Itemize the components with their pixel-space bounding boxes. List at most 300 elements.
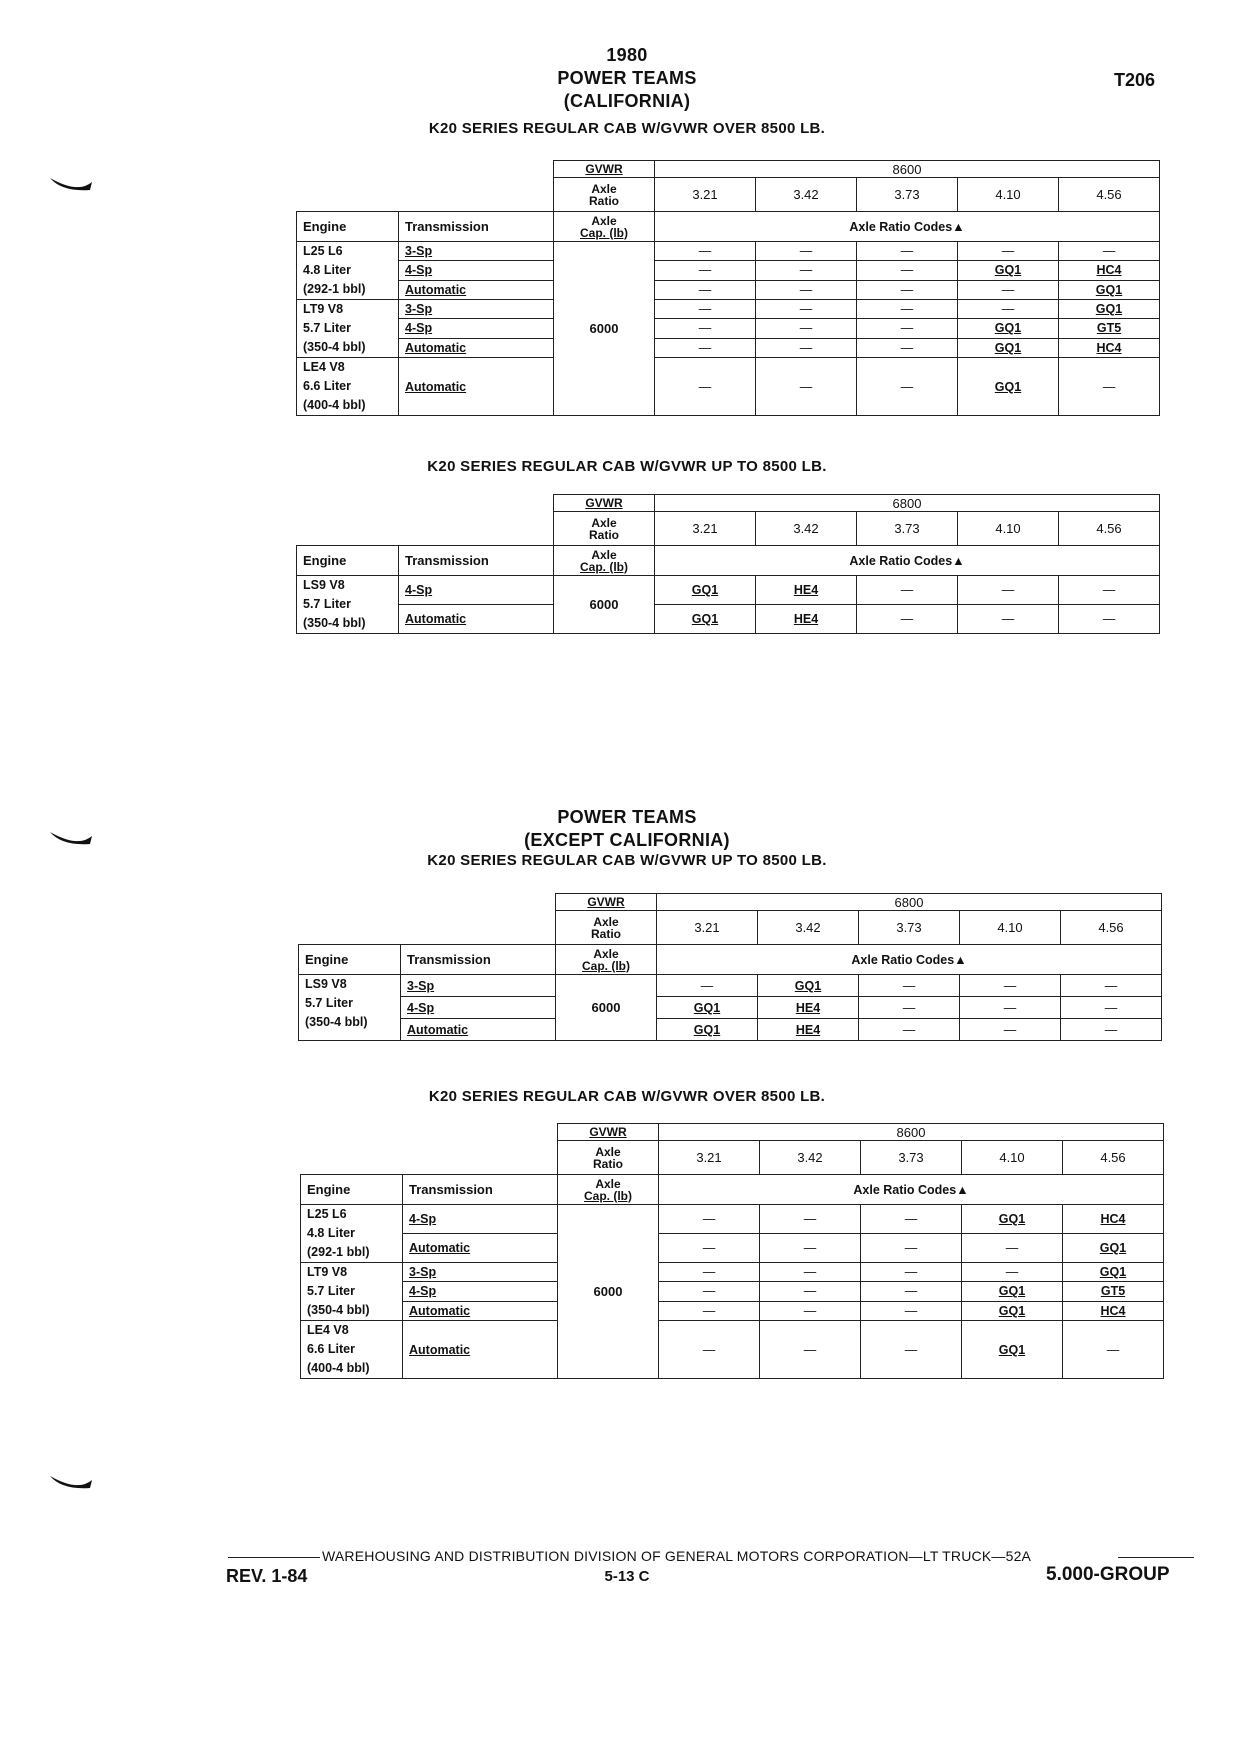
axle-ratio-text: 3.21 (692, 521, 718, 536)
blank-cell (297, 161, 399, 178)
gvwr-value-text: 8600 (892, 161, 922, 177)
axle-code-cell (1059, 319, 1160, 338)
axle-ratio-value (657, 911, 758, 945)
axle-code-cell (861, 1282, 962, 1301)
power-team-row (301, 1301, 1164, 1320)
footer-group: 5.000-GROUP (1046, 1564, 1170, 1585)
axle-code-cell (861, 1301, 962, 1320)
axle-code-cell (857, 242, 958, 261)
axle-code: GQ1 (691, 583, 719, 597)
power-team-table (296, 494, 1160, 634)
axle-code-cell (655, 261, 756, 280)
axle-ratio-text: 3.21 (692, 187, 718, 202)
axle-ratio-text: 4.10 (995, 187, 1021, 202)
transmission-header-text: Transmission (409, 1182, 493, 1197)
axle-ratio-label (556, 911, 657, 945)
transmission-text: Automatic (409, 1241, 471, 1255)
axle-code-cell (1063, 1263, 1164, 1282)
dash-mark: — (803, 1342, 817, 1357)
dash-mark: — (902, 978, 916, 993)
axle-ratio-value (756, 178, 857, 212)
dash-mark: — (900, 263, 914, 278)
axle-ratio-row (297, 512, 1160, 546)
axle-ratio-text: 4.56 (1100, 1150, 1126, 1165)
axle-ratio-row (301, 1141, 1164, 1175)
axle-ratio-label (558, 1141, 659, 1175)
gvwr-row (299, 894, 1162, 911)
axle-cap-cell (554, 242, 655, 416)
table-title: K20 SERIES REGULAR CAB W/GVWR UP TO 8500 LB. (427, 458, 827, 475)
axle-ratio-value (760, 1141, 861, 1175)
axle-ratio-label (554, 178, 655, 212)
axle-ratio-value (857, 512, 958, 546)
transmission-header (399, 546, 554, 576)
axle-code-cell (962, 1234, 1063, 1263)
transmission-cell (403, 1301, 558, 1320)
column-header-row (299, 945, 1162, 975)
gvwr-value-text: 6800 (894, 894, 924, 910)
axle-cap-label-2: Cap. (lb) (580, 225, 628, 240)
axle-cap-label-2: Cap. (lb) (580, 559, 628, 574)
engine-line: 5.7 Liter (307, 1284, 355, 1298)
transmission-cell (401, 997, 556, 1019)
axle-code: GQ1 (794, 978, 822, 993)
dash-mark: — (702, 1265, 716, 1280)
engine-line: 6.6 Liter (303, 379, 351, 393)
axle-code-cell (655, 300, 756, 319)
axle-ratio-label-1: Axle (591, 515, 617, 530)
transmission-header (403, 1175, 558, 1205)
axle-code-cell (659, 1234, 760, 1263)
dash-mark: — (1106, 1342, 1120, 1357)
axle-cap-value: 6000 (589, 597, 619, 612)
engine-line: (400-4 bbl) (303, 398, 366, 412)
axle-code-cell (958, 576, 1059, 605)
transmission-text: 3-Sp (407, 978, 435, 993)
dash-mark: — (1104, 1000, 1118, 1015)
blank-cell (301, 1141, 403, 1175)
axle-code: GQ1 (1099, 1241, 1127, 1255)
dash-mark: — (702, 1212, 716, 1226)
gvwr-label-text: GVWR (587, 895, 625, 909)
column-header-row (301, 1175, 1164, 1205)
engine-line: (292-1 bbl) (303, 282, 366, 296)
dash-mark: — (1102, 244, 1116, 259)
axle-code-cell (657, 975, 758, 997)
axle-cap-label-2: Cap. (lb) (584, 1188, 632, 1203)
table-title: K20 SERIES REGULAR CAB W/GVWR OVER 8500 LB. (428, 120, 826, 137)
axle-ratio-value (1061, 911, 1162, 945)
engine-header-text: Engine (303, 553, 347, 568)
axle-code: HC4 (1096, 340, 1122, 355)
codes-header-text: Axle Ratio Codes▲ (849, 219, 965, 234)
engine-line: (350-4 bbl) (303, 616, 366, 630)
dash-mark: — (702, 1303, 716, 1318)
transmission-cell (399, 242, 554, 261)
transmission-text: Automatic (409, 1303, 471, 1318)
axle-ratio-text: 3.42 (795, 920, 821, 935)
transmission-header-text: Transmission (407, 952, 491, 967)
axle-cap-label (554, 212, 655, 242)
dash-mark: — (799, 340, 813, 355)
axle-code-cell (758, 997, 859, 1019)
gvwr-row (297, 495, 1160, 512)
axle-code-cell (756, 261, 857, 280)
dash-mark: — (1003, 1000, 1017, 1015)
engine-line: (350-4 bbl) (303, 340, 366, 354)
axle-code-cell (857, 338, 958, 357)
axle-ratio-label-2: Ratio (591, 926, 621, 941)
engine-line: (400-4 bbl) (307, 1361, 370, 1375)
axle-code: GT5 (1096, 321, 1122, 336)
axle-ratio-text: 3.42 (793, 187, 819, 202)
dash-mark: — (799, 244, 813, 259)
gvwr-label (556, 894, 657, 911)
axle-ratio-value (659, 1141, 760, 1175)
gvwr-value (655, 495, 1160, 512)
axle-ratio-value (756, 512, 857, 546)
axle-code-cell (756, 319, 857, 338)
axle-code: GQ1 (1099, 1265, 1127, 1280)
axle-code-cell (756, 300, 857, 319)
axle-code-cell (655, 338, 756, 357)
axle-code-cell (1059, 605, 1160, 634)
page-code: T206 (1114, 70, 1156, 90)
axle-code-cell (1061, 997, 1162, 1019)
gvwr-label-text: GVWR (585, 162, 623, 176)
engine-cell (301, 1263, 403, 1321)
power-team-table (298, 893, 1162, 1041)
transmission-cell (403, 1205, 558, 1234)
dash-mark: — (1102, 379, 1116, 394)
axle-code-cell (958, 338, 1059, 357)
dash-mark: — (803, 1284, 817, 1299)
engine-header-text: Engine (303, 219, 347, 234)
axle-ratio-value (857, 178, 958, 212)
axle-code-cell (859, 975, 960, 997)
axle-code-cell (659, 1205, 760, 1234)
transmission-text: Automatic (409, 1342, 471, 1357)
engine-cell (299, 975, 401, 1041)
axle-code: GQ1 (998, 1284, 1026, 1299)
dash-mark: — (698, 340, 712, 355)
engine-cell (301, 1205, 403, 1263)
engine-line: (350-4 bbl) (307, 1303, 370, 1317)
axle-code-cell (1059, 280, 1160, 299)
axle-cap-label-1: Axle (593, 946, 619, 961)
axle-ratio-row (299, 911, 1162, 945)
gvwr-value (657, 894, 1162, 911)
blank-cell (399, 178, 554, 212)
transmission-cell (399, 280, 554, 299)
dash-mark: — (698, 379, 712, 394)
gvwr-value-text: 6800 (892, 495, 922, 511)
power-team-row (297, 261, 1160, 280)
axle-code: GQ1 (693, 1022, 721, 1037)
axle-ratio-value (958, 512, 1059, 546)
axle-code: HE4 (795, 1000, 821, 1015)
axle-code-cell (1059, 358, 1160, 416)
axle-code-cell (958, 261, 1059, 280)
axle-code: GQ1 (1095, 282, 1123, 297)
axle-cap-cell (558, 1205, 659, 1379)
dash-mark: — (1001, 244, 1015, 259)
axle-code-cell (857, 358, 958, 416)
power-team-row (301, 1263, 1164, 1282)
axle-code: GQ1 (994, 321, 1022, 336)
power-team-row (297, 319, 1160, 338)
axle-code: GQ1 (994, 379, 1022, 394)
axle-code-cell (760, 1234, 861, 1263)
axle-ratio-label-2: Ratio (589, 193, 619, 208)
transmission-text: Automatic (405, 282, 467, 297)
dash-mark: — (799, 321, 813, 336)
axle-cap-value: 6000 (591, 1000, 621, 1015)
engine-header (297, 212, 399, 242)
blank-cell (297, 512, 399, 546)
axle-ratio-text: 3.73 (894, 521, 920, 536)
header-year: 1980 (606, 45, 648, 65)
column-header-row (297, 546, 1160, 576)
dash-mark: — (702, 1284, 716, 1299)
transmission-text: 4-Sp (405, 321, 433, 336)
power-team-row (301, 1282, 1164, 1301)
axle-cap-cell (554, 576, 655, 634)
blank-cell (297, 178, 399, 212)
header-region: (CALIFORNIA) (563, 91, 691, 111)
axle-code-cell (1063, 1205, 1164, 1234)
transmission-cell (399, 605, 554, 634)
dash-mark: — (1003, 978, 1017, 993)
dash-mark: — (900, 282, 914, 297)
engine-cell (297, 300, 399, 358)
engine-line: LE4 V8 (307, 1323, 349, 1337)
dash-mark: — (1001, 612, 1015, 626)
engine-cell (297, 576, 399, 634)
footer-text: WAREHOUSING AND DISTRIBUTION DIVISION OF GENERAL MOTORS CORPORATION—LT TRUCK—52A (322, 1548, 1032, 1564)
power-team-row (299, 997, 1162, 1019)
axle-ratio-text: 3.42 (797, 1150, 823, 1165)
axle-ratio-text: 4.56 (1096, 521, 1122, 536)
blank-cell (401, 911, 556, 945)
dash-mark: — (1005, 1265, 1019, 1280)
blank-cell (299, 894, 401, 911)
axle-code-cell (760, 1301, 861, 1320)
axle-code-cell (760, 1205, 861, 1234)
axle-code: GQ1 (994, 340, 1022, 355)
axle-code-cell (1063, 1234, 1164, 1263)
transmission-cell (399, 261, 554, 280)
axle-code: HC4 (1100, 1303, 1126, 1318)
transmission-cell (401, 1019, 556, 1041)
axle-ratio-value (960, 911, 1061, 945)
transmission-cell (403, 1282, 558, 1301)
dash-mark: — (803, 1212, 817, 1226)
axle-code-cell (756, 338, 857, 357)
power-team-row (297, 605, 1160, 634)
axle-code-cell (960, 997, 1061, 1019)
dash-mark: — (1001, 282, 1015, 297)
power-team-table (300, 1123, 1164, 1379)
axle-code-cell (962, 1282, 1063, 1301)
axle-cap-label (556, 945, 657, 975)
transmission-text: Automatic (405, 340, 467, 355)
axle-ratio-value (1059, 512, 1160, 546)
engine-line: LE4 V8 (303, 360, 345, 374)
gvwr-label (554, 161, 655, 178)
axle-code-cell (857, 576, 958, 605)
axle-ratio-codes-header (655, 212, 1160, 242)
axle-cap-label-1: Axle (591, 213, 617, 228)
transmission-text: 4-Sp (409, 1212, 437, 1226)
axle-code: GQ1 (994, 263, 1022, 278)
engine-line: 5.7 Liter (305, 996, 353, 1010)
axle-code-cell (659, 1282, 760, 1301)
axle-ratio-codes-header (657, 945, 1162, 975)
axle-cap-cell (556, 975, 657, 1041)
transmission-cell (403, 1263, 558, 1282)
page-header (0, 44, 1254, 113)
axle-ratio-value (1059, 178, 1160, 212)
transmission-header (399, 212, 554, 242)
power-team-row (297, 300, 1160, 319)
transmission-text: 4-Sp (407, 1000, 435, 1015)
axle-code-cell (655, 280, 756, 299)
dash-mark: — (1102, 612, 1116, 626)
axle-code-cell (756, 605, 857, 634)
gvwr-value (659, 1124, 1164, 1141)
blank-cell (297, 495, 399, 512)
power-team-row (299, 1019, 1162, 1041)
axle-ratio-value (958, 178, 1059, 212)
axle-code-cell (1061, 975, 1162, 997)
axle-code-cell (857, 300, 958, 319)
dash-mark: — (900, 379, 914, 394)
column-header-row (297, 212, 1160, 242)
axle-code-cell (962, 1321, 1063, 1379)
axle-code-cell (861, 1205, 962, 1234)
axle-code-cell (958, 242, 1059, 261)
axle-code-cell (756, 242, 857, 261)
engine-header-text: Engine (307, 1182, 351, 1197)
axle-code: GQ1 (1095, 302, 1123, 317)
engine-cell (297, 358, 399, 416)
blank-cell (403, 1124, 558, 1141)
footer-revision: REV. 1-84 (226, 1566, 308, 1586)
dash-mark: — (1001, 302, 1015, 317)
codes-header-text: Axle Ratio Codes▲ (849, 553, 965, 568)
dash-mark: — (1104, 978, 1118, 993)
transmission-text: Automatic (405, 612, 467, 626)
gvwr-value-text: 8600 (896, 1124, 926, 1140)
axle-ratio-label-1: Axle (595, 1144, 621, 1159)
axle-code-cell (958, 280, 1059, 299)
engine-line: 6.6 Liter (307, 1342, 355, 1356)
codes-header-text: Axle Ratio Codes▲ (851, 952, 967, 967)
table-title: K20 SERIES REGULAR CAB W/GVWR OVER 8500 LB. (428, 1088, 826, 1105)
dash-mark: — (904, 1284, 918, 1299)
transmission-cell (403, 1234, 558, 1263)
axle-code: HE4 (793, 583, 819, 597)
blank-cell (301, 1124, 403, 1141)
dash-mark: — (900, 244, 914, 259)
axle-code-cell (857, 319, 958, 338)
blank-cell (399, 161, 554, 178)
dash-mark: — (904, 1212, 918, 1226)
dash-mark: — (698, 282, 712, 297)
dash-mark: — (900, 321, 914, 336)
axle-ratio-label (554, 512, 655, 546)
axle-code-cell (958, 319, 1059, 338)
transmission-cell (403, 1321, 558, 1379)
dash-mark: — (1001, 583, 1015, 597)
axle-code-cell (760, 1263, 861, 1282)
axle-code: GQ1 (998, 1303, 1026, 1318)
dash-mark: — (900, 583, 914, 597)
axle-code-cell (655, 242, 756, 261)
axle-code-cell (659, 1321, 760, 1379)
axle-cap-label-1: Axle (591, 547, 617, 562)
axle-cap-label (554, 546, 655, 576)
dash-mark: — (698, 302, 712, 317)
power-team-row (297, 242, 1160, 261)
axle-ratio-value (758, 911, 859, 945)
dash-mark: — (1003, 1022, 1017, 1037)
axle-code: HE4 (795, 1022, 821, 1037)
engine-cell (301, 1321, 403, 1379)
power-team-row (297, 338, 1160, 357)
transmission-text: 4-Sp (405, 583, 433, 597)
dash-mark: — (900, 302, 914, 317)
axle-code: GQ1 (691, 612, 719, 626)
axle-code-cell (962, 1205, 1063, 1234)
dash-mark: — (900, 340, 914, 355)
transmission-cell (401, 975, 556, 997)
blank-cell (403, 1141, 558, 1175)
section-title: POWER TEAMS (557, 807, 697, 827)
engine-line: 4.8 Liter (303, 263, 351, 277)
gvwr-value (655, 161, 1160, 178)
dash-mark: — (799, 263, 813, 278)
engine-line: L25 L6 (303, 244, 343, 258)
axle-code-cell (657, 1019, 758, 1041)
engine-line: LT9 V8 (303, 302, 344, 316)
axle-code-cell (861, 1263, 962, 1282)
axle-code-cell (655, 576, 756, 605)
axle-code-cell (659, 1301, 760, 1320)
axle-code-cell (861, 1234, 962, 1263)
section-heading (0, 806, 1254, 852)
power-team-row (297, 280, 1160, 299)
dash-mark: — (799, 282, 813, 297)
axle-code-cell (1059, 300, 1160, 319)
power-team-row (297, 358, 1160, 416)
axle-code: HC4 (1096, 263, 1122, 278)
axle-cap-label (558, 1175, 659, 1205)
axle-ratio-codes-header (659, 1175, 1164, 1205)
gvwr-label (554, 495, 655, 512)
transmission-cell (399, 576, 554, 605)
axle-ratio-label-1: Axle (593, 914, 619, 929)
axle-code-cell (857, 280, 958, 299)
dash-mark: — (803, 1265, 817, 1280)
axle-code-cell (861, 1321, 962, 1379)
axle-ratio-text: 4.56 (1096, 187, 1122, 202)
gvwr-label-text: GVWR (589, 1125, 627, 1139)
axle-ratio-text: 3.73 (898, 1150, 924, 1165)
axle-code-cell (1059, 261, 1160, 280)
dash-mark: — (900, 612, 914, 626)
